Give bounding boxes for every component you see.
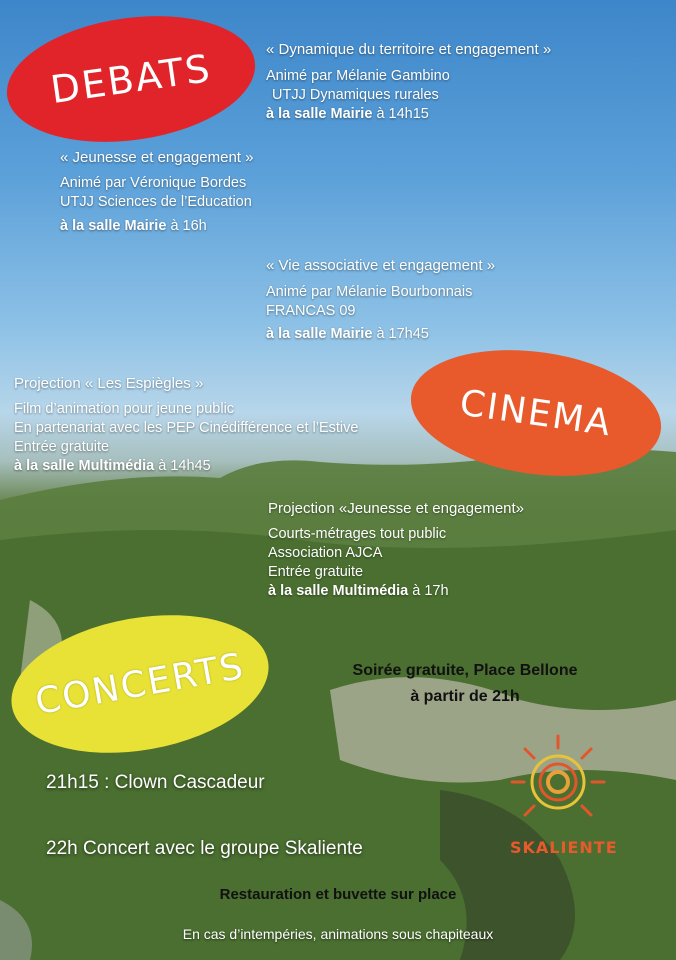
screening-line: Association AJCA (268, 545, 383, 561)
debate-time: à 14h15 (376, 106, 429, 122)
catering-note: Restauration et buvette sur place (219, 886, 457, 903)
screening-line: En partenariat avec les PEP Cinédifférence et l’Estive (14, 420, 359, 436)
screening-time: à 17h (412, 583, 449, 599)
cinema-label: CINEMA (457, 382, 615, 444)
screening-1 (14, 374, 358, 476)
skaliente-logo (492, 734, 638, 874)
screening-time: à 14h45 (158, 458, 211, 474)
concert-act-2: 22h Concert avec le groupe Skaliente (46, 838, 363, 859)
concerts-start: à partir de 21h (410, 688, 520, 705)
screening-line: Entrée gratuite (14, 439, 110, 455)
debate-title: « Jeunesse et engagement » (60, 149, 254, 166)
debate-time: à 17h45 (376, 326, 429, 342)
debate-venue: à la salle Mairie (60, 218, 167, 234)
debate-title: « Vie associative et engagement » (266, 257, 496, 274)
debate-title: « Dynamique du territoire et engagement » (266, 41, 552, 58)
screening-venue: à la salle Multimédia (14, 458, 155, 474)
debate-time: à 16h (170, 218, 207, 234)
screening-title: Projection «Jeunesse et engagement» (268, 500, 525, 517)
debate-session-3 (266, 256, 495, 344)
debate-host: Animé par Mélanie Gambino (266, 68, 450, 84)
debate-org: UTJJ Dynamiques rurales (272, 87, 439, 103)
screening-title: Projection « Les Espiègles » (14, 375, 204, 392)
concerts-evening: Soirée gratuite, Place Bellone (352, 662, 578, 679)
screening-line: Film d’animation pour jeune public (14, 401, 235, 417)
debate-host: Animé par Mélanie Bourbonnais (266, 284, 473, 300)
debats-label: DEBATS (47, 45, 215, 113)
screening-2 (268, 499, 524, 601)
concert-act-1: 21h15 : Clown Cascadeur (46, 772, 265, 793)
screening-line: Courts-métrages tout public (268, 526, 447, 542)
concerts-label: CONCERTS (32, 645, 248, 723)
debate-org: FRANCAS 09 (266, 303, 356, 319)
debate-session-1 (266, 40, 551, 124)
debate-venue: à la salle Mairie (266, 106, 373, 122)
debate-venue: à la salle Mairie (266, 326, 373, 342)
screening-line: Entrée gratuite (268, 564, 364, 580)
debate-org: UTJJ Sciences de l’Education (60, 194, 252, 210)
weather-note: En cas d’intempéries, animations sous chapiteaux (182, 926, 494, 942)
skaliente-logo-text: SKALIENTE (510, 838, 618, 857)
debate-session-2 (60, 148, 253, 236)
debate-host: Animé par Véronique Bordes (60, 175, 247, 191)
screening-venue: à la salle Multimédia (268, 583, 409, 599)
